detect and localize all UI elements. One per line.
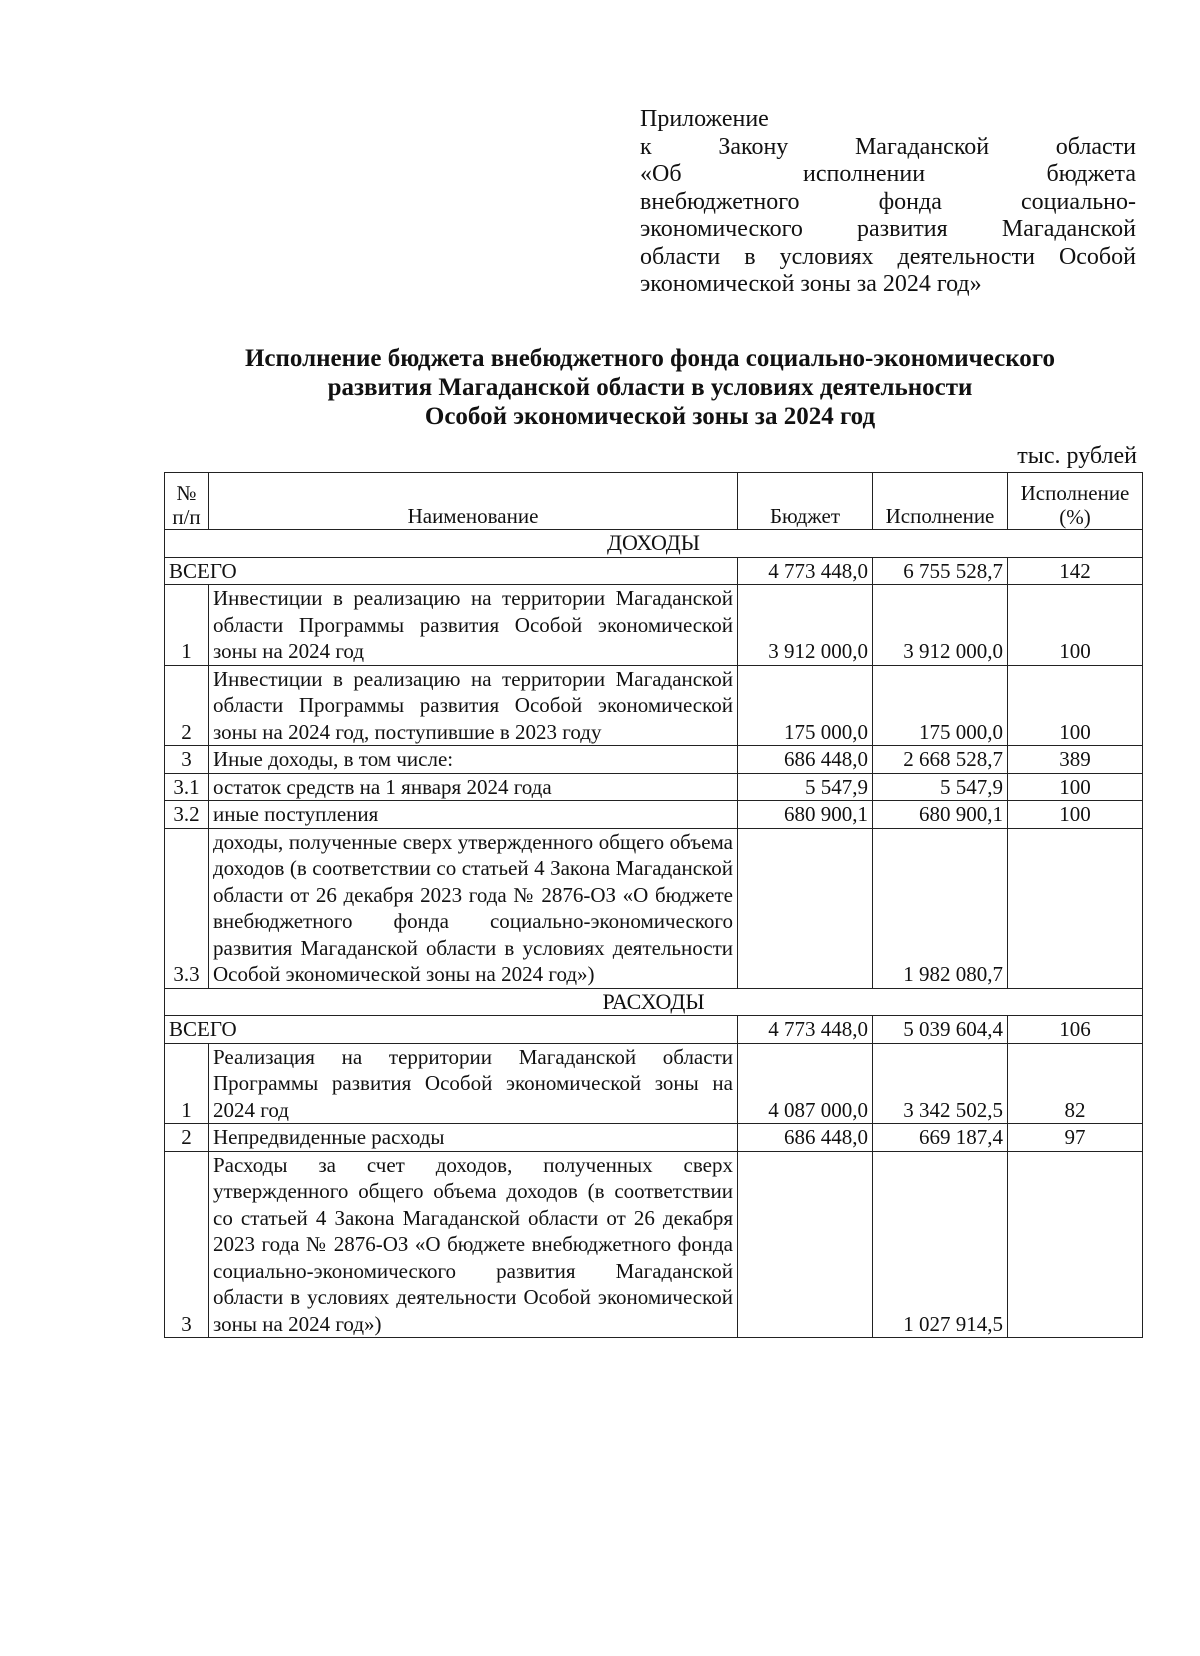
budget-cell: 175 000,0 [738,665,873,746]
row-name: Иные доходы, в том числе: [209,746,738,774]
title-line: Исполнение бюджета внебюджетного фонда социально-экономического [244,345,1056,372]
row-name: остаток средств на 1 января 2024 года [209,773,738,801]
percent-cell: 106 [1008,1016,1143,1044]
appendix-line: к Закону Магаданской области [640,133,1136,160]
execution-cell: 5 547,9 [873,773,1008,801]
table-row [165,585,1143,666]
appendix-line: области в условиях деятельности Особой [640,243,1136,270]
row-name: Расходы за счет доходов, полученных сверх утвержденного общего объема доходов (в соответствии со статьей 4 Закона Магаданской области от 26 декабря 2023 года № 2876-ОЗ «О бюджете внебюджетного фонда социально-экономического развития Магаданской области в условиях деятельности Особой экономической зоны на 2024 год») [209,1151,738,1338]
percent-cell [1008,828,1143,988]
header-budget: Бюджет [738,473,873,530]
budget-cell: 680 900,1 [738,801,873,829]
budget-cell: 4 773 448,0 [738,557,873,585]
budget-cell: 686 448,0 [738,1124,873,1152]
row-name: Реализация на территории Магаданской области Программы развития Особой экономической зоны на 2024 год [209,1043,738,1124]
budget-cell [738,1151,873,1338]
budget-cell: 4 087 000,0 [738,1043,873,1124]
units-label: тыс. рублей [1017,443,1137,469]
header-percent: Исполнение (%) [1008,473,1143,530]
budget-table [164,472,1143,1338]
row-name: иные поступления [209,801,738,829]
table-header-row [165,473,1143,530]
section-row-expenses [165,988,1143,1016]
row-number: 2 [165,665,209,746]
header-name: Наименование [209,473,738,530]
budget-cell: 3 912 000,0 [738,585,873,666]
row-number: 2 [165,1124,209,1152]
section-row-income [165,530,1143,558]
execution-cell: 2 668 528,7 [873,746,1008,774]
execution-cell: 680 900,1 [873,801,1008,829]
row-name: Непредвиденные расходы [209,1124,738,1152]
budget-cell [738,828,873,988]
header-num: № п/п [165,473,209,530]
execution-cell: 669 187,4 [873,1124,1008,1152]
title-line: Особой экономической зоны за 2024 год [424,403,876,430]
table-row [165,746,1143,774]
execution-cell: 3 912 000,0 [873,585,1008,666]
execution-cell: 1 027 914,5 [873,1151,1008,1338]
row-number: 3.1 [165,773,209,801]
percent-cell [1008,1151,1143,1338]
execution-cell: 3 342 502,5 [873,1043,1008,1124]
total-label: ВСЕГО [165,1016,738,1044]
table-row [165,1124,1143,1152]
budget-cell: 5 547,9 [738,773,873,801]
appendix-line: экономического развития Магаданской [640,216,1136,242]
percent-cell: 100 [1008,665,1143,746]
percent-cell: 142 [1008,557,1143,585]
row-number: 3 [165,1151,209,1338]
total-label: ВСЕГО [165,557,738,585]
row-number: 3.3 [165,828,209,988]
row-number: 3 [165,746,209,774]
table-row [165,773,1143,801]
total-row-income [165,557,1143,585]
table-row [165,1043,1143,1124]
table-row [165,1151,1143,1338]
execution-cell: 175 000,0 [873,665,1008,746]
row-number: 1 [165,1043,209,1124]
table-row [165,801,1143,829]
document-title [160,344,1140,431]
appendix-line: Приложение [640,106,769,132]
budget-cell: 4 773 448,0 [738,1016,873,1044]
execution-cell: 5 039 604,4 [873,1016,1008,1044]
appendix-note [640,106,1136,299]
row-number: 3.2 [165,801,209,829]
percent-cell: 100 [1008,585,1143,666]
header-execution: Исполнение [873,473,1008,530]
section-title: ДОХОДЫ [165,530,1143,558]
percent-cell: 97 [1008,1124,1143,1152]
total-row-expenses [165,1016,1143,1044]
row-name: Инвестиции в реализацию на территории Магаданской области Программы развития Особой экономической зоны на 2024 год, поступившие в 2023 году [209,665,738,746]
title-line: развития Магаданской области в условиях деятельности [327,374,973,401]
percent-cell: 82 [1008,1043,1143,1124]
table-row [165,828,1143,988]
row-number: 1 [165,585,209,666]
table-row [165,665,1143,746]
percent-cell: 100 [1008,801,1143,829]
appendix-line: внебюджетного фонда социально- [640,188,1136,215]
appendix-line: «Об исполнении бюджета [640,161,1136,187]
row-name: доходы, полученные сверх утвержденного общего объема доходов (в соответствии со статьей 4 Закона Магаданской области от 26 декабря 2023 года № 2876-ОЗ «О бюджете внебюджетного фонда социально-экономического развития Магаданской области в условиях деятельности Особой экономической зоны на 2024 год») [209,828,738,988]
execution-cell: 1 982 080,7 [873,828,1008,988]
execution-cell: 6 755 528,7 [873,557,1008,585]
row-name: Инвестиции в реализацию на территории Магаданской области Программы развития Особой экономической зоны на 2024 год [209,585,738,666]
percent-cell: 100 [1008,773,1143,801]
budget-cell: 686 448,0 [738,746,873,774]
percent-cell: 389 [1008,746,1143,774]
appendix-line: экономической зоны за 2024 год» [640,271,982,297]
section-title: РАСХОДЫ [165,988,1143,1016]
